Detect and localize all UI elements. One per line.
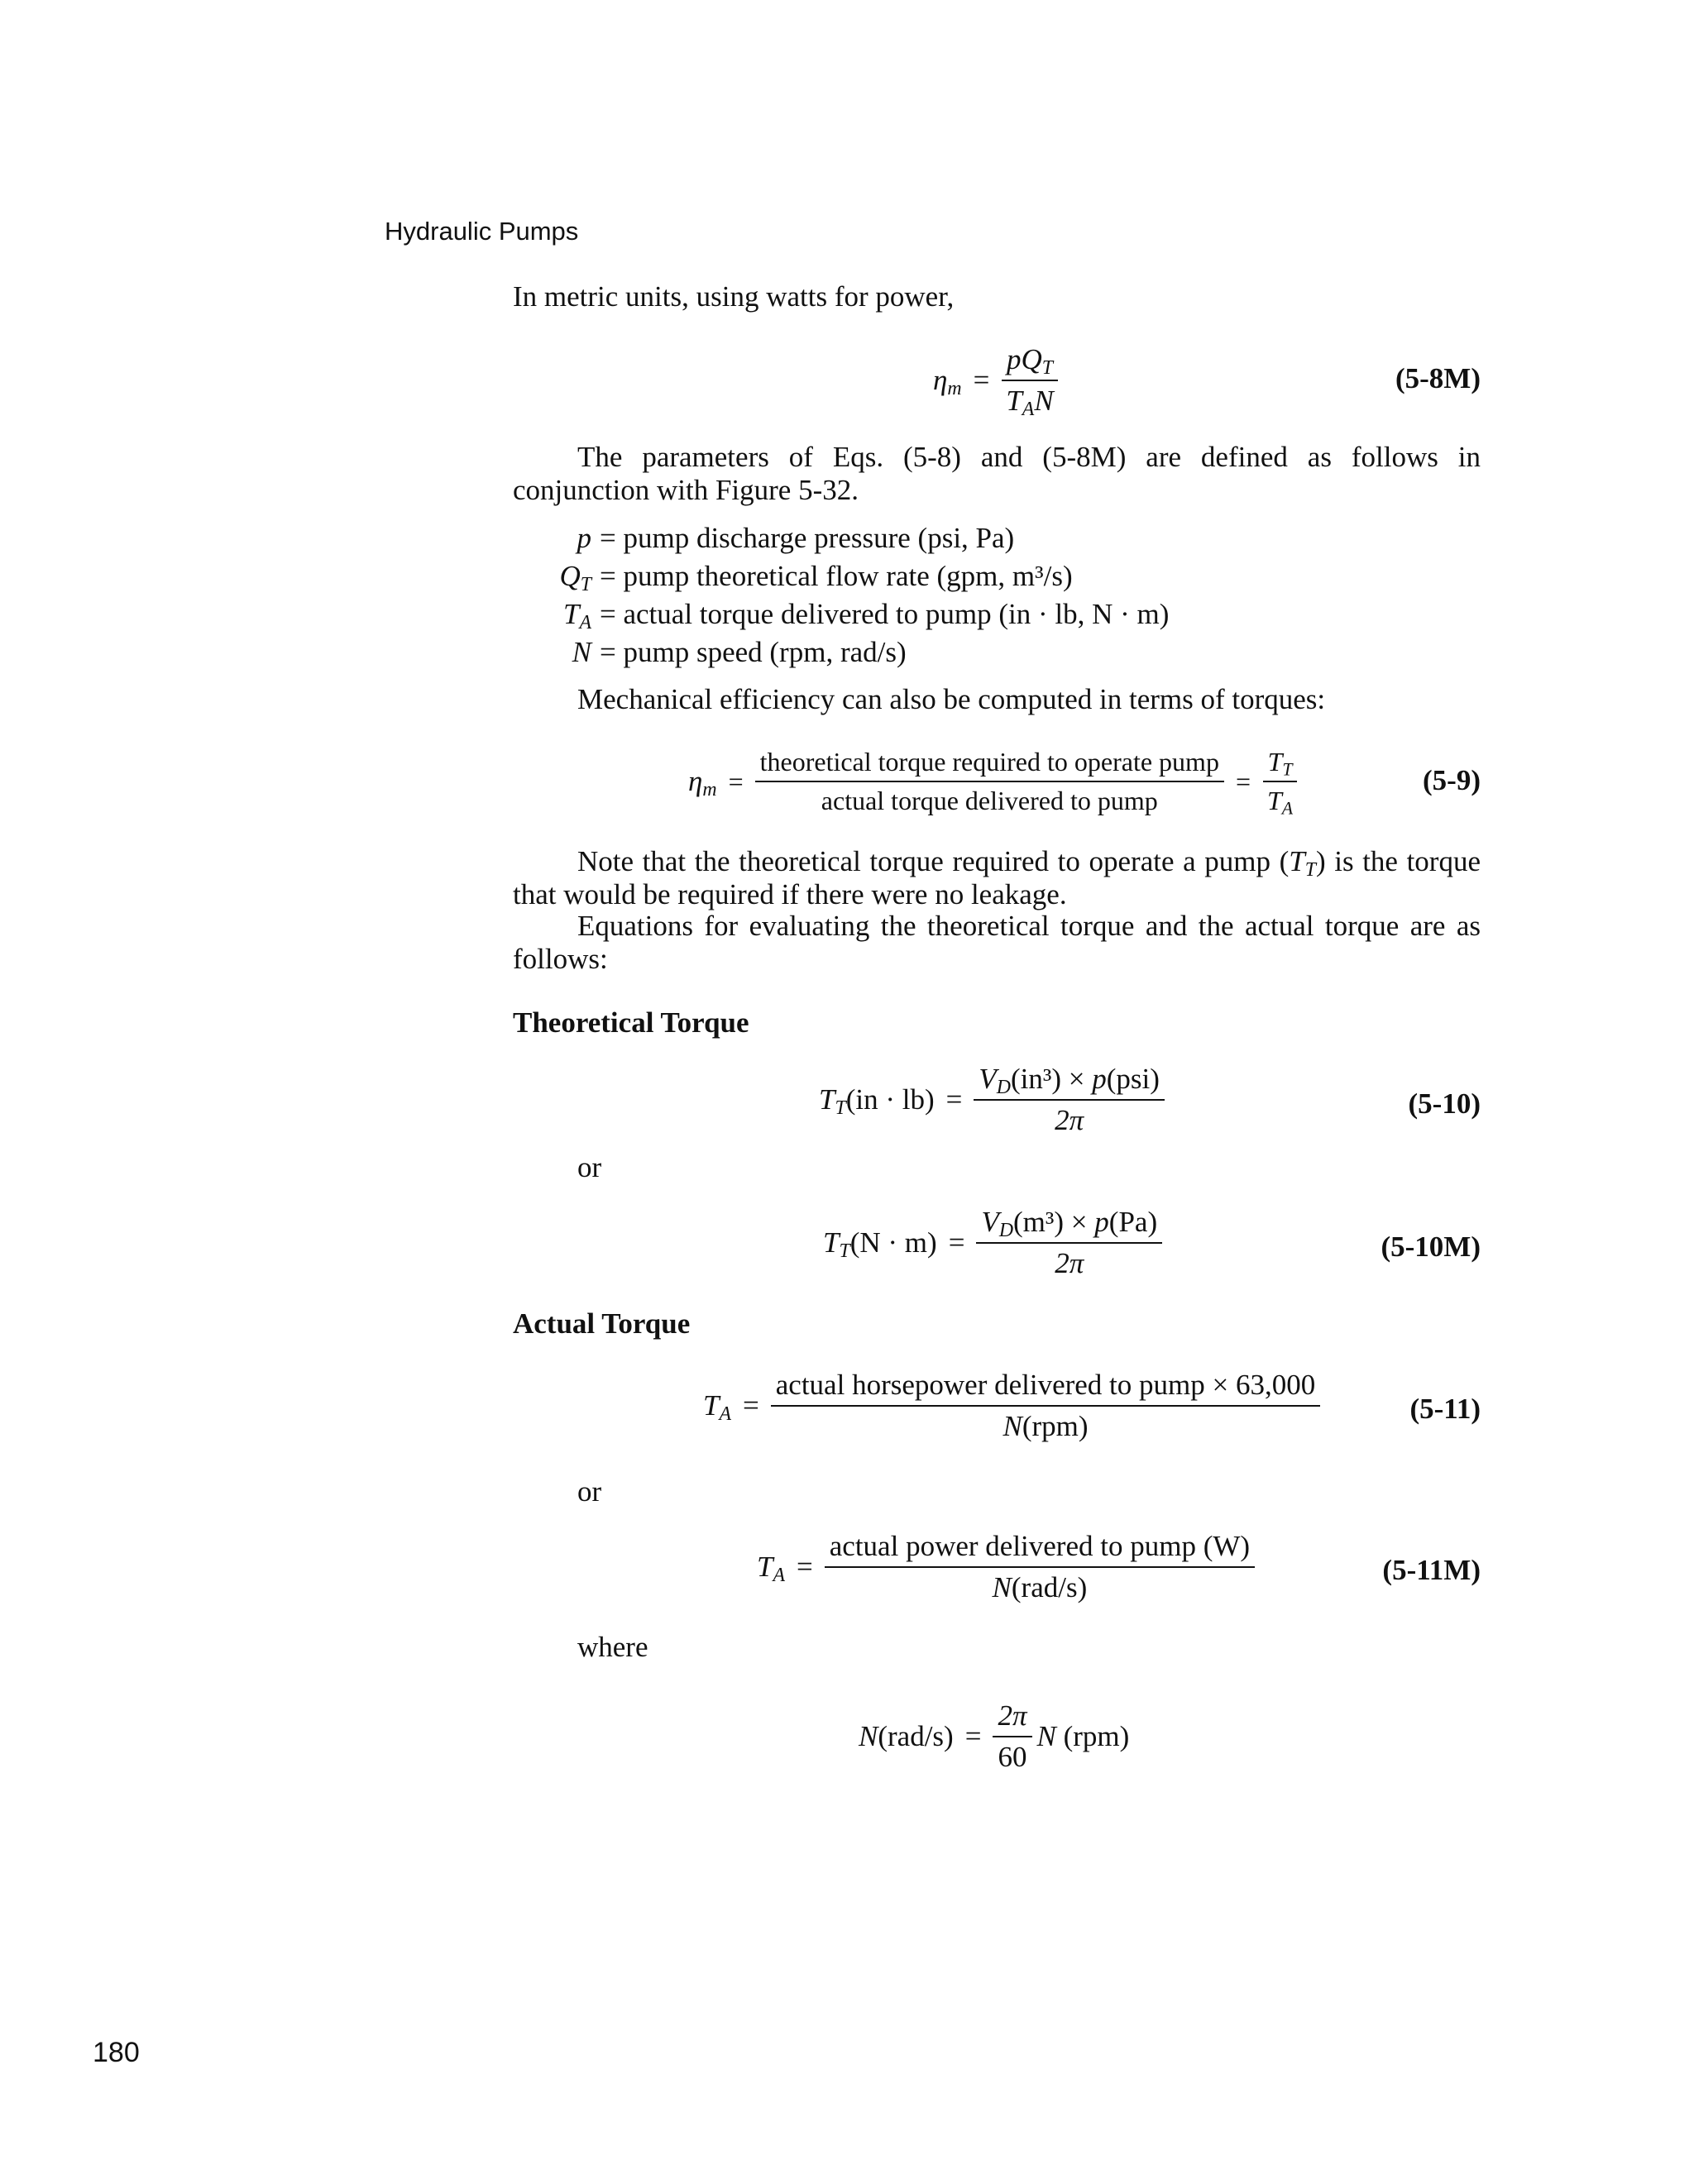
definition-item: N = pump speed (rpm, rad/s) <box>572 636 907 668</box>
heading-actual-torque: Actual Torque <box>513 1307 691 1340</box>
intro-line: In metric units, using watts for power, <box>513 280 955 313</box>
fraction: $\frac{T_T}{T_A}$ <box>1262 747 1298 816</box>
eta-symbol: $\eta_m$ <box>933 364 962 399</box>
equation-label-5-11: (5-11) <box>1409 1393 1481 1425</box>
where-text: where <box>577 1631 648 1663</box>
fraction: $\frac{\text{actual horsepower delivered to pump × 63,000}}{\text{N(rpm)}}$ <box>771 1369 1320 1443</box>
running-head: Hydraulic Pumps <box>385 217 579 246</box>
equation-5-10: $T_T(in \cdot lb)$ = $\frac{V_D(in^3) \times p(psi)}{2\pi}$ <box>819 1063 1165 1137</box>
heading-theoretical-torque: Theoretical Torque <box>513 1006 749 1039</box>
equation-label-5-11M: (5-11M) <box>1382 1554 1481 1586</box>
equation-label-5-10M: (5-10M) <box>1381 1231 1481 1263</box>
fraction: $\frac{V_D(in^3) \times p(psi)}{2\pi}$ <box>974 1063 1165 1137</box>
equation-5-9: $\eta_m$ = $\frac{\text{theoretical torque required to operate pump}}{\text{actual torque delivered to pump}}$ = $\frac{T_T}{T_A}$ <box>688 747 1298 816</box>
definition-item: $Q_T$ = pump theoretical flow rate (gpm, m³/s) <box>559 560 1073 595</box>
note-paragraph: Note that the theoretical torque required to operate a pump $(T_T)$ is the torque that would be required if there were no leakage. <box>513 845 1481 910</box>
fraction: $\frac{\text{actual power delivered to pump (W)}}{\text{N(rad/s)}}$ <box>825 1530 1255 1604</box>
equation-5-10M: $T_T(N \cdot m)$ = $\frac{V_D(m^3) \times p(Pa)}{2\pi}$ <box>823 1206 1162 1280</box>
page-number: 180 <box>93 2037 140 2068</box>
equation-5-11: $T_A$ = $\frac{\text{actual horsepower delivered to pump × 63,000}}{\text{N(rpm)}}$ <box>703 1369 1320 1443</box>
equation-label-5-9: (5-9) <box>1423 764 1481 796</box>
mech-eff-line: Mechanical efficiency can also be computed in terms of torques: <box>577 683 1326 715</box>
equation-label-5-8M: (5-8M) <box>1395 362 1481 394</box>
params-paragraph: The parameters of Eqs. (5-8) and (5-8M) are defined as follows in conjunction with Figure 5-32. <box>513 441 1481 506</box>
equation-5-11M: $T_A$ = $\frac{\text{actual power delivered to pump (W)}}{\text{N(rad/s)}}$ <box>757 1530 1255 1604</box>
equation-n-rad-s: N(rad/s) = $\frac{2\pi}{60}$ N (rpm) <box>859 1699 1130 1773</box>
fraction: $\frac{2\pi}{60}$ <box>993 1699 1031 1774</box>
definition-item: $T_A$ = actual torque delivered to pump (in · lb, N · m) <box>562 598 1170 633</box>
equation-label-5-10: (5-10) <box>1408 1087 1481 1120</box>
fraction: $\frac{pQ_T}{T_AN}$ <box>1001 343 1058 418</box>
fraction: $\frac{\text{theoretical torque required to operate pump}}{\text{actual torque delivered to pump}}$ <box>755 747 1224 816</box>
fraction: $\frac{V_D(m^3) \times p(Pa)}{2\pi}$ <box>976 1206 1162 1280</box>
equation-5-8M: $\eta_m$ = $\frac{pQ_T}{T_AN}$ <box>933 343 1059 418</box>
definition-list <box>513 519 1169 671</box>
or-text: or <box>577 1475 602 1508</box>
definition-item: p = pump discharge pressure (psi, Pa) <box>577 522 1015 554</box>
equations-paragraph: Equations for evaluating the theoretical torque and the actual torque are as follows: <box>513 910 1481 975</box>
or-text: or <box>577 1151 602 1183</box>
